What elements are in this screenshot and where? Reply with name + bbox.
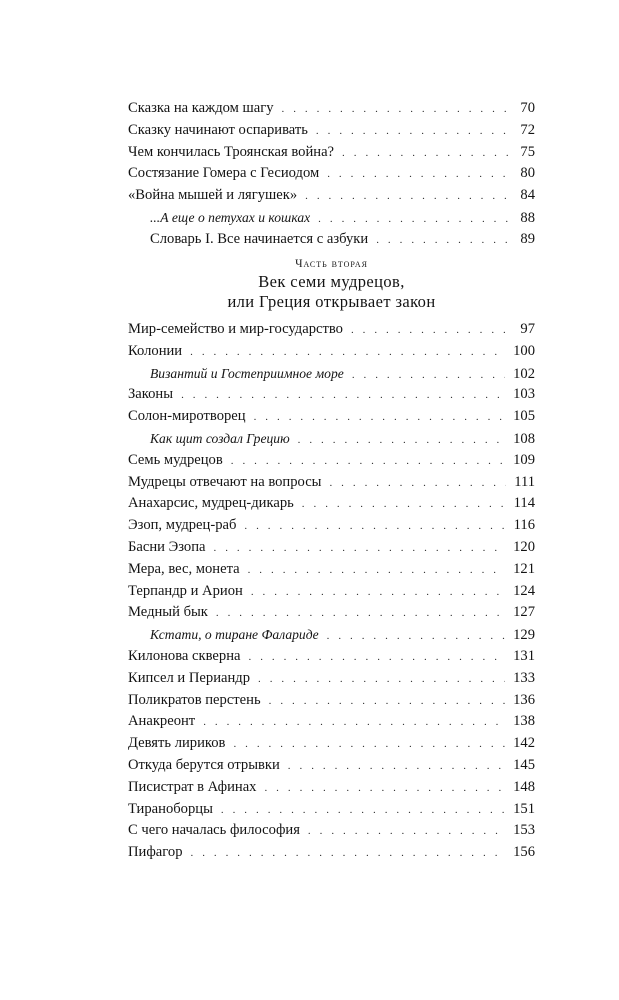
dot-leader — [254, 407, 506, 429]
toc-entry — [128, 668, 535, 690]
toc-entry-page: 148 — [513, 778, 535, 795]
dot-leader — [264, 778, 505, 800]
toc-entry-page: 116 — [513, 517, 535, 534]
toc-entry-page: 84 — [520, 187, 535, 204]
dot-leader — [352, 365, 505, 387]
dot-leader — [305, 186, 512, 208]
toc-entry-page: 97 — [520, 321, 535, 337]
toc-entry-title: ...А еще о петухах и кошках — [150, 209, 311, 225]
toc-entry-page: 120 — [513, 538, 535, 555]
toc-entry — [128, 98, 535, 120]
dot-leader — [288, 756, 505, 778]
toc-entry-page: 89 — [520, 230, 535, 247]
toc-entry-title: Семь мудрецов — [128, 451, 223, 468]
toc-entry-title: Чем кончилась Троянская война? — [128, 143, 335, 160]
toc-entry — [128, 142, 535, 164]
toc-entry-page: 151 — [513, 800, 535, 817]
dot-leader — [327, 164, 512, 186]
toc-entry-title: Сказку начинают оспаривать — [128, 121, 308, 138]
dot-leader — [329, 473, 506, 495]
toc-entry-page: 114 — [513, 495, 535, 512]
dot-leader — [282, 99, 513, 121]
toc-entry — [128, 755, 535, 777]
toc-entry-page: 80 — [520, 165, 535, 182]
toc-entry-title: Килонова скверна — [128, 647, 241, 664]
toc-entry — [128, 341, 535, 363]
toc-entry — [128, 384, 535, 406]
toc-entry-page: 127 — [513, 604, 535, 621]
dot-leader — [233, 734, 505, 756]
toc-entry-page: 75 — [520, 143, 535, 160]
toc-section-part-two — [128, 319, 535, 864]
dot-leader — [191, 843, 506, 865]
toc-entry — [128, 559, 535, 581]
toc-entry-title: Византий и Гостеприимное море — [150, 365, 344, 381]
toc-entry-title: Мера, вес, монета — [128, 560, 240, 577]
dot-leader — [269, 691, 505, 713]
toc-entry — [128, 581, 535, 603]
dot-leader — [190, 342, 505, 364]
toc-entry-title: Солон-миротворец — [128, 408, 246, 425]
toc-entry-title: Словарь I. Все начинается с азбуки — [150, 230, 369, 247]
toc-subentry — [128, 428, 535, 450]
dot-leader — [214, 538, 506, 560]
toc-entry-title: Кстати, о тиране Фаларидe — [150, 627, 319, 643]
toc-entry — [128, 450, 535, 472]
dot-leader — [308, 821, 505, 843]
toc-entry-title: Кипсел и Периандр — [128, 669, 251, 686]
toc-entry-title: Анакреонт — [128, 713, 196, 730]
toc-entry — [128, 472, 535, 494]
toc-entry-title: Басни Эзопа — [128, 538, 206, 555]
dot-leader — [327, 626, 505, 648]
toc-entry — [128, 711, 535, 733]
toc-entry-title: Законы — [128, 386, 174, 403]
toc-entry-page: 124 — [513, 582, 535, 599]
toc-entry — [128, 163, 535, 185]
dot-leader — [231, 451, 505, 473]
toc-entry — [128, 646, 535, 668]
toc-entry-page: 136 — [513, 691, 535, 708]
toc-entry-page: 102 — [513, 365, 535, 382]
part-label: Часть вторая — [295, 258, 368, 270]
toc-subentry — [128, 363, 535, 385]
toc-entry-page: 129 — [513, 627, 535, 644]
dot-leader — [181, 385, 505, 407]
toc-entry-title: Эзоп, мудрец-раб — [128, 517, 237, 534]
toc-subentry — [128, 624, 535, 646]
toc-entry-page: 121 — [513, 560, 535, 577]
toc-entry-title: Пифагор — [128, 844, 183, 861]
dot-leader — [249, 647, 506, 669]
toc-entry — [128, 733, 535, 755]
toc-entry-title: С чего началась философия — [128, 822, 300, 839]
toc-entry — [128, 842, 535, 864]
toc-entry-page: 72 — [520, 121, 535, 138]
toc-entry-page: 138 — [513, 713, 535, 730]
dot-leader — [248, 560, 506, 582]
part-title-line-1: Век семи мудрецов, — [258, 272, 405, 291]
toc-entry — [128, 799, 535, 821]
dot-leader — [251, 582, 505, 604]
toc-entry-page: 88 — [520, 209, 535, 226]
toc-entry-title: Девять лириков — [128, 735, 226, 752]
toc-entry-page: 70 — [520, 100, 535, 116]
dot-leader — [221, 800, 505, 822]
toc-entry-page: 111 — [514, 473, 535, 490]
part-title-line-2: или Греция открывает закон — [227, 292, 436, 311]
toc-entry — [128, 602, 535, 624]
part-title — [128, 272, 535, 312]
toc-entry-title: Колонии — [128, 342, 183, 359]
toc-entry — [128, 537, 535, 559]
toc-entry-page: 131 — [513, 647, 535, 664]
toc-entry-title: Мир-семейство и мир-государство — [128, 321, 343, 337]
toc-entry — [128, 319, 535, 341]
dot-leader — [216, 603, 505, 625]
toc-entry-title: Как щит создал Грецию — [150, 430, 290, 446]
toc-entry-title: Поликратов перстень — [128, 691, 261, 708]
toc-entry — [128, 777, 535, 799]
toc-subentry — [128, 207, 535, 229]
toc-entry-title: «Война мышей и лягушек» — [128, 187, 298, 204]
toc-entry-page: 109 — [513, 451, 535, 468]
toc-entry — [128, 690, 535, 712]
dot-leader — [244, 516, 505, 538]
toc-entry — [128, 120, 535, 142]
toc-entry-title: Мудрецы отвечают на вопросы — [128, 473, 322, 490]
toc-entry-page: 145 — [513, 756, 535, 773]
dot-leader — [351, 320, 512, 342]
toc-section-part-one — [128, 98, 535, 251]
toc-subentry — [128, 229, 535, 251]
dot-leader — [318, 209, 512, 231]
toc-entry-title: Терпандр и Арион — [128, 582, 243, 599]
toc-entry-page: 108 — [513, 430, 535, 447]
toc-entry — [128, 493, 535, 515]
toc-entry — [128, 820, 535, 842]
dot-leader — [316, 121, 512, 143]
toc-entry-title: Писистрат в Афинах — [128, 778, 257, 795]
toc-entry-title: Откуда берутся отрывки — [128, 756, 280, 773]
dot-leader — [203, 712, 505, 734]
toc-entry — [128, 515, 535, 537]
toc-entry — [128, 406, 535, 428]
toc-entry-page: 156 — [513, 844, 535, 861]
toc-entry-title: Состязание Гомера с Гесиодом — [128, 165, 320, 182]
toc-entry-page: 105 — [513, 408, 535, 425]
toc-entry-title: Тираноборцы — [128, 800, 213, 817]
toc-entry-title: Сказка на каждом шагу — [128, 100, 274, 116]
toc-entry — [128, 185, 535, 207]
toc-entry-page: 103 — [513, 386, 535, 403]
toc-entry-page: 100 — [513, 342, 535, 359]
dot-leader — [342, 143, 512, 165]
toc-entry-page: 142 — [513, 735, 535, 752]
toc-entry-page: 153 — [513, 822, 535, 839]
toc-entry-title: Медный бык — [128, 604, 208, 621]
dot-leader — [258, 669, 505, 691]
toc-entry-title: Анахарсис, мудрец-дикарь — [128, 495, 294, 512]
toc-page — [128, 0, 535, 1000]
dot-leader — [376, 230, 512, 252]
dot-leader — [298, 430, 505, 452]
dot-leader — [302, 494, 506, 516]
toc-entry-page: 133 — [513, 669, 535, 686]
